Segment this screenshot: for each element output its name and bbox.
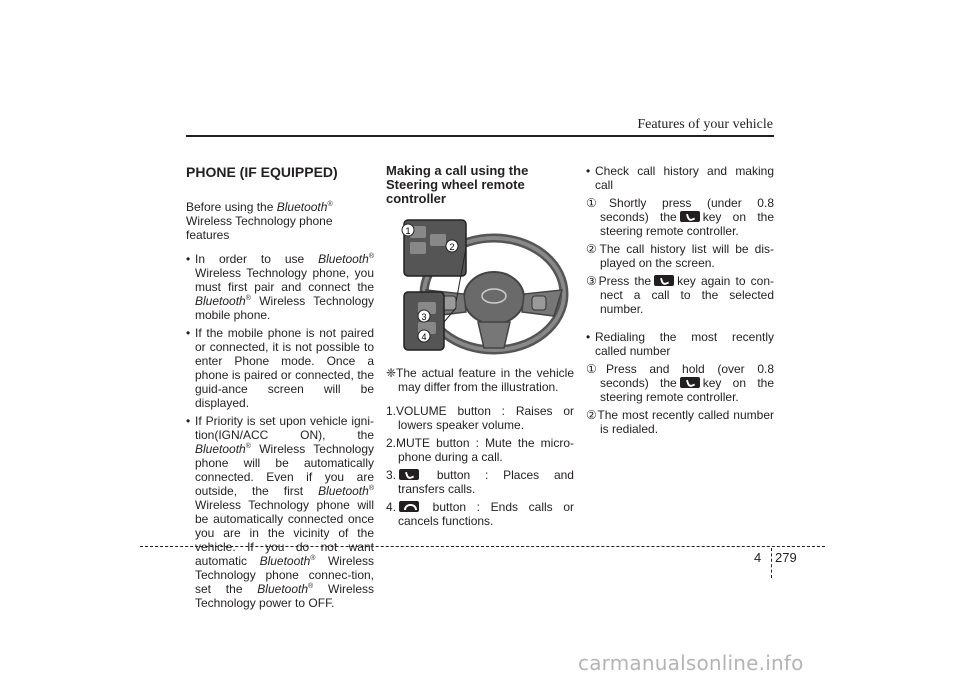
bullet-text: Wireless Technology mobile phone. [195,294,374,322]
step-text: ①Press and hold (over 0.8 seconds) the [586,362,774,390]
step-press-hold [586,362,774,404]
step-press-again [586,274,774,316]
reg-mark: ® [368,485,374,492]
illustration-note: ❈The actual feature in the vehicle may differ from the illustration. [386,366,574,394]
steering-wheel-icon [386,212,574,358]
bullet-bluetooth: Bluetooth [257,582,309,596]
bullet-text: In order to use [195,252,319,266]
header-title: Features of your vehicle [637,117,773,132]
phone-bullets [186,252,374,610]
bullet-bluetooth: Bluetooth [318,252,369,266]
bullet-text: If Priority is set upon vehicle igni-tion(IGN/ACC ON), the [195,414,374,442]
bullet-not-paired: • If the mobile phone is not paired or connected, it is not possible to enter Phone mode. Once a phone is paired or connected, the guid-ance screen will be displayed. [186,326,374,410]
item-number: 4. [386,500,397,514]
bullet-bluetooth: Bluetooth [318,484,369,498]
watermark: carmanualsonline.info [578,651,804,675]
call-icon [654,275,674,286]
bullet-bluetooth: Bluetooth [259,554,311,568]
intro-reg: ® [327,201,333,208]
step-history-list: ②The call history list will be dis-played on the screen. [586,242,774,270]
reg-mark: ® [368,253,374,260]
intro-text [186,200,374,242]
step-text: key on the steering remote controller. [600,376,774,404]
reg-mark: ® [310,555,316,562]
callout-2: 2 [449,242,455,252]
steering-wheel-illustration [386,212,574,358]
step-short-press [586,196,774,238]
page-number-separator [771,548,772,578]
header-rule [186,135,774,137]
item-end [386,500,574,528]
item-mute: 2.MUTE button : Mute the micro-phone during a call. [386,436,574,464]
callout-3: 3 [421,312,427,322]
bullet-text: Wireless Technology phone, you must first pair and connect the [195,266,374,294]
column-call-history [586,164,774,440]
footer-rule [140,546,825,547]
reg-mark: ® [245,443,251,450]
intro-before: Before using the [186,200,277,214]
item-text: button : Places and transfers calls. [398,468,574,496]
bullet-text: Wireless Technology phone connec-tion, set the [195,554,374,596]
step-redialed: ②The most recently called number is redialed. [586,408,774,436]
bullet-redial: • Redialing the most recently called number [586,330,774,358]
reg-mark: ® [245,295,251,302]
end-call-icon [399,501,419,512]
section-heading-phone: PHONE (IF EQUIPPED) [186,164,338,180]
callout-4: 4 [421,332,427,342]
bullet-text: Wireless Technology phone will be automatically connected once you are in the vicinity of the vehicle. If you do not want automatic [195,498,374,568]
bullet-call-history: • Check call history and making call [586,164,774,192]
step-text: key again to con-nect a call to the selected number. [600,274,775,316]
bullet-pairing [186,252,374,322]
bullet-priority [186,414,374,610]
item-call [386,468,574,496]
bullet-bluetooth: Bluetooth [195,442,246,456]
step-text: key on the steering remote controller. [600,210,774,238]
call-icon [399,469,419,480]
intro-after: Wireless Technology phone features [186,214,333,242]
page-number: 279 [775,550,797,565]
item-number: 3. [386,468,397,482]
item-volume: 1.VOLUME button : Raises or lowers speaker volume. [386,404,574,432]
call-icon [680,377,700,388]
intro-bluetooth: Bluetooth [276,200,328,214]
bullet-text: Wireless Technology phone will be automatically connected. Even if you are outside, the first [195,442,374,498]
column-steering-call [386,164,574,532]
step-text: ③Press the [586,274,652,288]
bullet-bluetooth: Bluetooth [195,294,246,308]
call-icon [680,211,700,222]
chapter-number: 4 [754,550,762,565]
section-heading-steering: Making a call using the Steering wheel remote controller [386,163,529,206]
item-text: button : Ends calls or cancels functions. [398,500,574,528]
callout-1: 1 [405,226,411,236]
reg-mark: ® [308,583,314,590]
step-text: ①Shortly press (under 0.8 seconds) the [586,196,774,224]
bullet-text: Wireless Technology power to OFF. [195,582,375,610]
